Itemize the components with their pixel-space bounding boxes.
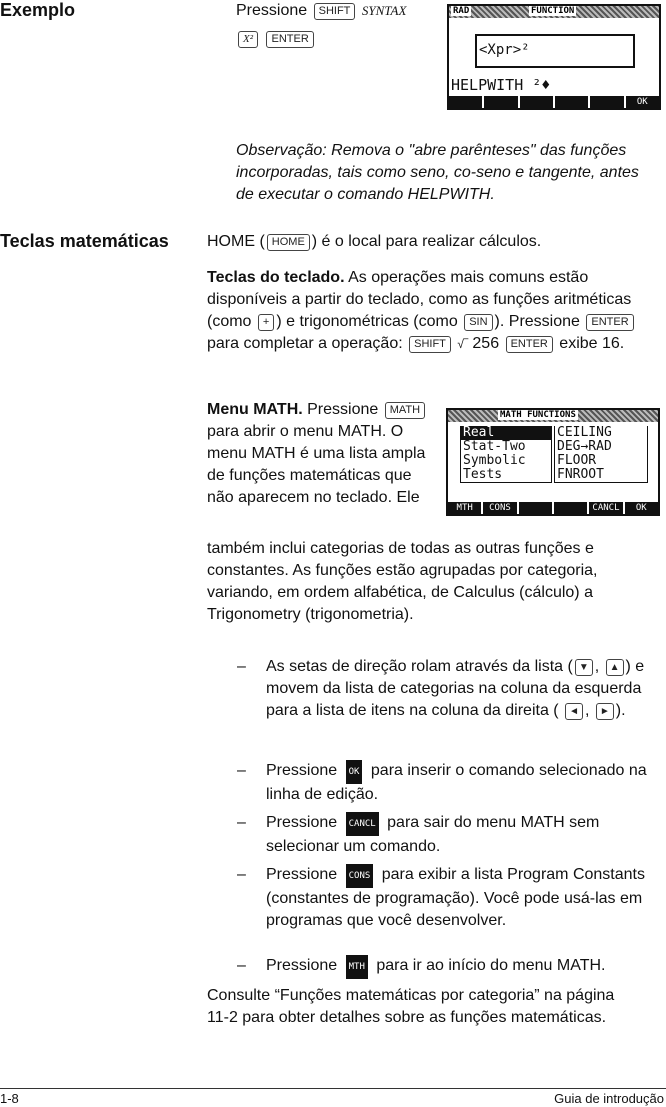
home-sentence — [207, 231, 662, 253]
softkey-mth[interactable]: MTH — [448, 502, 481, 514]
softkey-bar — [449, 96, 659, 108]
command-line: HELPWITH ²♦ — [451, 76, 551, 94]
title-function: FUNCTION — [531, 6, 575, 16]
kb-text-5: exibe 16. — [559, 335, 625, 352]
home-pre: HOME ( — [207, 233, 265, 250]
bullet-arrows-d: , — [584, 702, 590, 719]
math-text-side: para abrir o menu MATH. O menu MATH é uma lista ampla de funções matemáticas que não aparecem no teclado. Ele — [207, 423, 426, 506]
bullet-dash: – — [237, 658, 246, 675]
math-press: Pressione — [302, 401, 379, 418]
category-item[interactable]: Tests — [463, 467, 503, 482]
bullet-dash: – — [237, 957, 246, 974]
math-menu-paragraph-full: também inclui categorias de todas as outras funções e constantes. As funções estão agrupadas por categoria, variando, em ordem alfabética, de Calculus (cálculo) a Trigonometry (trigonometria). — [207, 540, 598, 623]
kb-text-2: ) e trigonométricas (como — [276, 313, 458, 330]
teclado-paragraph — [207, 267, 662, 355]
page-number: 1-8 — [0, 1091, 19, 1106]
bullet-arrows-e: ). — [615, 702, 626, 719]
softkey-cons[interactable]: CONS — [483, 502, 516, 514]
calculator-screen-math-functions — [446, 408, 660, 516]
key-shift-2: SHIFT — [409, 336, 451, 353]
bullet-cons-post: para exibir a lista Program Constants (constantes de programação). Você pode usá-las em programas que você desenvolver. — [266, 866, 645, 929]
bullet-cancl-post: para sair do menu MATH sem selecionar um comando. — [266, 814, 600, 855]
key-math: MATH — [385, 402, 425, 419]
bullet-cancl — [237, 812, 662, 858]
bullet-arrows-a: As setas de direção rolam através da lista ( — [266, 658, 573, 675]
calculator-screen-helpwith — [447, 4, 661, 110]
syntax-label: SYNTAX — [361, 3, 407, 18]
function-list[interactable] — [554, 426, 648, 483]
screen-title-bar-math — [448, 410, 658, 422]
softkey-blank-1 — [449, 96, 482, 108]
key-enter: ENTER — [266, 31, 313, 48]
softkey-blank-5 — [590, 96, 623, 108]
softkey-cons-inline: CONS — [346, 864, 374, 888]
key-plus: + — [258, 314, 274, 331]
category-item[interactable]: Stat-Two — [463, 439, 526, 454]
home-post: ) é o local para realizar cálculos. — [311, 233, 542, 250]
bullet-arrows — [237, 656, 662, 722]
kb-text-1: As operações mais comuns estão disponíveis a partir do teclado, como as funções aritméticas (como — [207, 269, 632, 330]
softkey-blank-2 — [484, 96, 517, 108]
key-shift: SHIFT — [314, 3, 356, 20]
math-menu-paragraph-side — [207, 399, 435, 509]
softkey-blank-3 — [520, 96, 553, 108]
section-heading-exemplo: Exemplo — [0, 0, 76, 20]
key-home: HOME — [267, 234, 310, 251]
sqrt-symbol: √‾ — [457, 337, 468, 351]
bullet-ok-post: para inserir o comando selecionado na linha de edição. — [266, 762, 647, 803]
key-enter-2: ENTER — [586, 314, 633, 331]
bullet-arrows-b: , — [594, 658, 600, 675]
footer-rule — [0, 1088, 666, 1089]
title-rad: RAD — [453, 6, 470, 16]
number-256: 256 — [472, 335, 500, 352]
softkey-blank-4 — [555, 96, 588, 108]
exemplo-instruction — [236, 0, 436, 50]
bullet-dash: – — [237, 866, 246, 883]
bullet-dash: – — [237, 814, 246, 831]
bullet-cons-pre: Pressione — [266, 866, 338, 883]
softkey-ok-math[interactable]: OK — [625, 502, 658, 514]
arrow-up-key: ▲ — [606, 659, 624, 676]
category-item-selected[interactable]: Real — [461, 426, 551, 440]
function-item[interactable]: CEILING — [557, 425, 612, 440]
softkey-cancl[interactable]: CANCL — [589, 502, 622, 514]
category-item[interactable]: Symbolic — [463, 453, 526, 468]
softkey-ok-inline: OK — [346, 760, 363, 784]
softkey-cancl-inline: CANCL — [346, 812, 379, 836]
kb-text-4: para completar a operação: — [207, 335, 403, 352]
key-enter-3: ENTER — [506, 336, 553, 353]
bullet-mth-pre: Pressione — [266, 957, 338, 974]
bullet-ok — [237, 760, 662, 806]
bullet-mth-post: para ir ao início do menu MATH. — [376, 957, 606, 974]
math-softkey-bar — [448, 502, 658, 514]
math-heading: Menu MATH. — [207, 401, 303, 418]
softkey-empty-1 — [519, 502, 552, 514]
consulte-paragraph: Consulte “Funções matemáticas por categoria” na página 11-2 para obter detalhes sobre as funções matemáticas. — [207, 987, 615, 1026]
function-item[interactable]: FLOOR — [557, 453, 597, 468]
section-heading-teclas: Teclas matemáticas — [0, 231, 169, 251]
arrow-down-key: ▼ — [575, 659, 593, 676]
bullet-ok-pre: Pressione — [266, 762, 338, 779]
press-word: Pressione — [236, 2, 308, 19]
key-sin: SIN — [464, 314, 492, 331]
bullet-cancl-pre: Pressione — [266, 814, 338, 831]
bullet-arrows-c: ) e movem da lista de categorias na coluna da esquerda para a lista de itens na coluna da direita ( — [266, 658, 645, 719]
kb-press-word: Pressione — [508, 313, 580, 330]
bullet-cons — [237, 864, 662, 932]
arrow-left-key: ◄ — [565, 703, 583, 720]
guide-title: Guia de introdução — [554, 1091, 664, 1106]
expression-field: <Xpr>² — [475, 34, 635, 68]
softkey-mth-inline: MTH — [346, 955, 368, 979]
bullet-mth — [237, 955, 662, 979]
softkey-ok: OK — [626, 96, 659, 108]
math-functions-title: MATH FUNCTIONS — [500, 410, 576, 420]
category-list[interactable] — [460, 426, 552, 483]
function-item[interactable]: FNROOT — [557, 467, 604, 482]
function-item[interactable]: DEG→RAD — [557, 439, 612, 454]
softkey-empty-2 — [554, 502, 587, 514]
key-x-squared: X² — [238, 31, 258, 48]
exemplo-note: Observação: Remova o "abre parênteses" das funções incorporadas, tais como seno, co-seno e tangente, antes de executar o comando HELPWITH. — [236, 142, 639, 203]
screen-title-bar — [449, 6, 659, 18]
arrow-right-key: ► — [596, 703, 614, 720]
bullet-dash: – — [237, 762, 246, 779]
kb-heading: Teclas do teclado. — [207, 269, 345, 286]
kb-text-3: ). — [494, 313, 505, 330]
